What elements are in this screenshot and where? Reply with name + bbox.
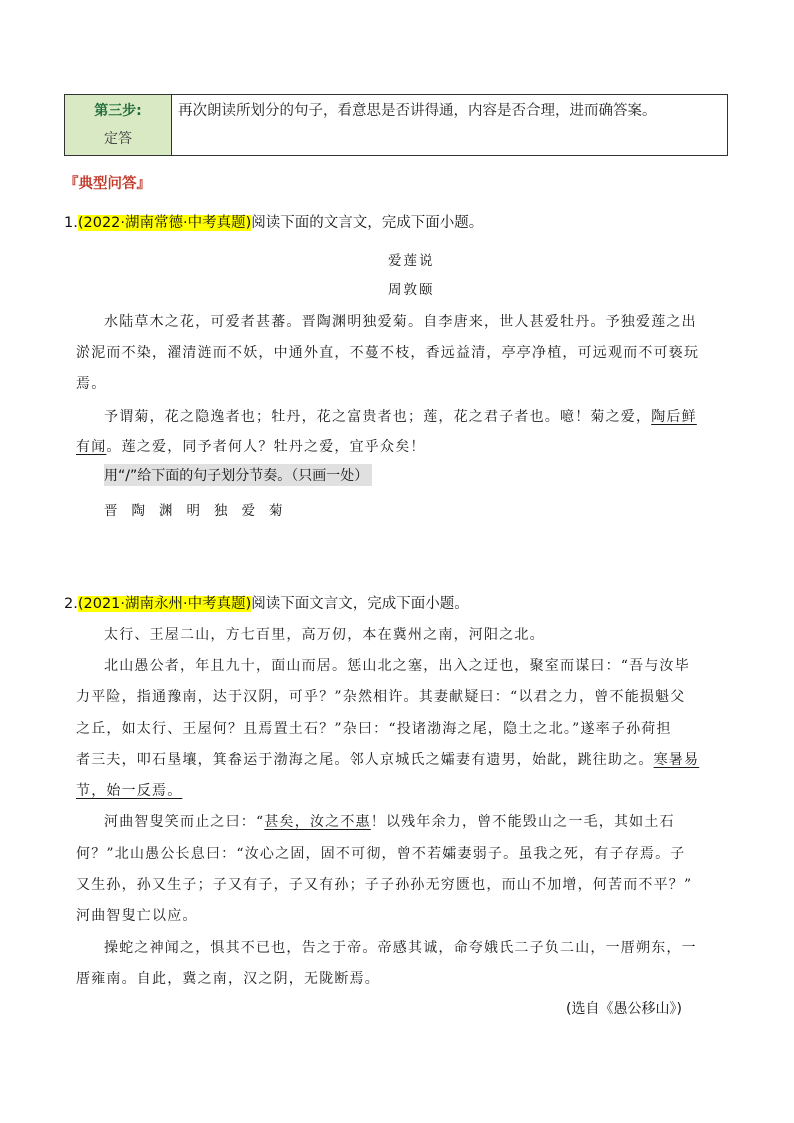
- q1-passage-author: 周敦颐: [388, 282, 435, 298]
- q1-number: 1.: [64, 215, 78, 231]
- q2-underlined-phrase: 甚矣，汝之不惠: [264, 814, 371, 830]
- q2-passage-line: [76, 749, 699, 769]
- q2-passage-text: 者三夫，叩石垦壤，箕畚运于渤海之尾。邻人京城氏之孀妻有遗男，始龀，跳往助之。: [76, 752, 654, 768]
- q2-source-note: (选自《愚公移山》): [566, 1001, 682, 1017]
- section-title: 『典型问答』: [64, 176, 151, 192]
- q2-passage-line: 北山愚公者，年且九十，面山而居。惩山北之塞，出入之迂也，聚室而谋曰：“吾与汝毕: [104, 658, 690, 674]
- q2-passage-line: [104, 811, 675, 831]
- step-table: [64, 94, 728, 156]
- q1-sentence: 晋陶渊明独爱菊: [104, 503, 297, 519]
- q2-underlined-phrase: 寒暑易: [653, 752, 700, 768]
- q1-passage-title: 爱莲说: [388, 253, 435, 269]
- q2-passage-text: 河曲智叟笑而止之曰：“: [104, 814, 265, 830]
- q1-passage-text: 。莲之爱，同予者何人？牡丹之爱，宜乎众矣！: [106, 439, 426, 455]
- q2-passage-line: 又生孙，孙又生子；子又有子，子又有孙；子子孙孙无穷匮也，而山不加增，何苦而不平？”: [76, 877, 693, 893]
- q1-passage-line: 水陆草木之花，可爱者甚蕃。晋陶渊明独爱菊。自李唐来，世人甚爱牡丹。予独爱莲之出: [104, 314, 697, 330]
- q1-passage-line: 淤泥而不染，濯清涟而不妖，中通外直，不蔓不枝，香远益清，亭亭净植，可远观而不可亵玩: [76, 345, 700, 361]
- step-description: 再次朗读所划分的句子，看意思是否讲得通，内容是否合理，进而确答案。: [178, 103, 657, 119]
- q1-prompt: 阅读下面的文言文，完成下面小题。: [251, 215, 484, 231]
- q1-passage-line: [104, 406, 697, 426]
- q2-header: [64, 592, 469, 613]
- q1-underlined-phrase: 有闻: [76, 439, 107, 455]
- q1-passage-line: [76, 436, 426, 456]
- q1-underlined-phrase: 陶后鲜: [651, 409, 697, 425]
- q2-prompt: 阅读下面文言文，完成下面小题。: [251, 596, 469, 612]
- q2-passage-line: 太行、王屋二山，方七百里，高万仞，本在冀州之南，河阳之北。: [104, 627, 545, 643]
- q2-passage-line: [76, 780, 182, 800]
- step-label-cell: [65, 95, 172, 155]
- q2-passage-text: ！以残年余力，曾不能毁山之一毛，其如土石: [370, 814, 675, 830]
- q1-header: [64, 211, 483, 232]
- q2-passage-line: 之丘，如太行、王屋何？且焉置土石？”杂曰：“投诸渤海之尾，隐土之北。”遂率子孙荷担: [76, 721, 672, 737]
- q2-number: 2.: [64, 596, 78, 612]
- q2-passage-line: 操蛇之神闻之，惧其不已也，告之于帝。帝感其诚，命夸娥氏二子负二山，一厝朔东，一: [104, 940, 697, 956]
- step-label: 第三步:: [94, 103, 142, 119]
- q2-underlined-phrase: 节，始一反焉。: [76, 783, 183, 799]
- q1-source-highlight: (2022·湖南常德·中考真题): [77, 215, 252, 231]
- q1-task: 用“/”给下面的句子划分节奏。（只画一处）: [104, 464, 372, 486]
- q1-passage-text: 予谓菊，花之隐逸者也；牡丹，花之富贵者也；莲，花之君子者也。噫！菊之爱，: [104, 409, 652, 425]
- q2-passage-line: 何？”北山愚公长息曰：“汝心之固，固不可彻，曾不若孀妻弱子。虽我之死，有子存焉。子: [76, 846, 686, 862]
- q2-source-highlight: (2021·湖南永州·中考真题): [77, 596, 252, 612]
- q2-passage-line: 厝雍南。自此，冀之南，汉之阴，无陇断焉。: [76, 971, 380, 987]
- q2-passage-line: 河曲智叟亡以应。: [76, 908, 198, 924]
- q2-passage-line: 力平险，指通豫南，达于汉阴，可乎？”杂然相许。其妻献疑曰：“以君之力，曾不能损魁父: [76, 689, 686, 705]
- q1-passage-line: 焉。: [76, 376, 107, 392]
- step-name: 定答: [104, 131, 132, 147]
